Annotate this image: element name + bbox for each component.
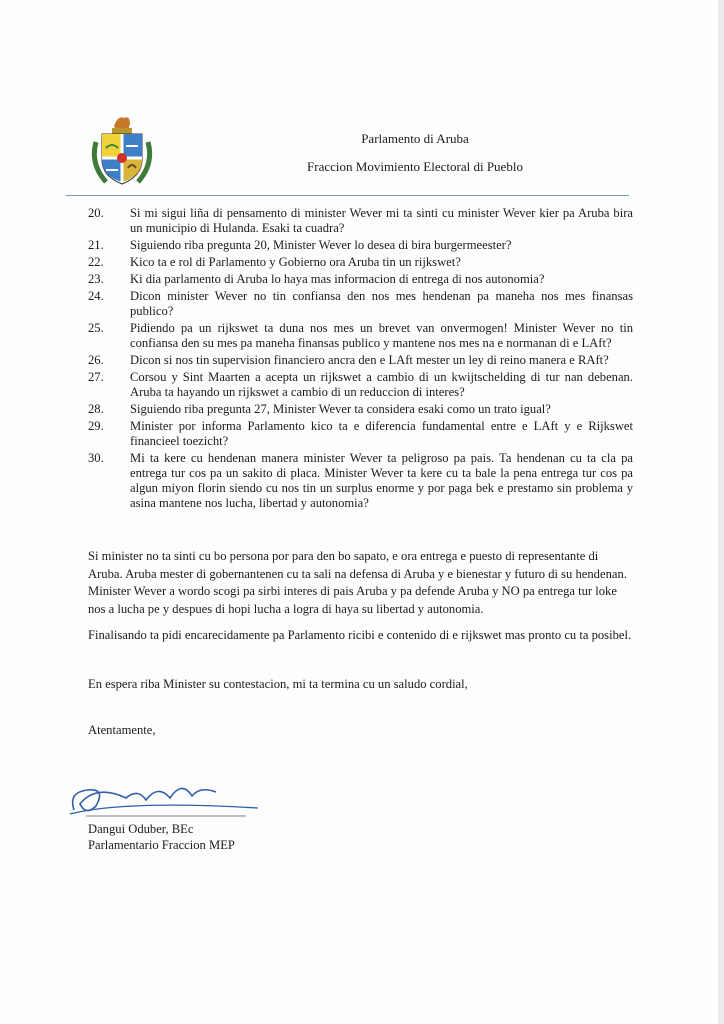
question-number: 26. — [88, 353, 104, 367]
body-paragraph-2: Finalisando ta pidi encarecidamente pa Parlamento ricibi e contenido di e rijkswet mas pronto cu ta posibel. — [88, 628, 632, 642]
question-text: Corsou y Sint Maarten a acepta un rijkswet a cambio di un kwijtschelding di tur nan debenan. Aruba ta hayando un rijkswet a cambio di un reduccion di interes? — [130, 370, 633, 399]
question-item — [88, 402, 633, 417]
question-text: Mi ta kere cu hendenan manera minister Wever ta peligroso pa pais. Ta hendenan cu ta cla pa entrega tur cos pa un sakito di placa. Minister Wever ta kere cu ta bale la pena entrega tur cos pa algun miyon florin siendo cu nos tin un surplus enorme y por paga bek e prestamo sin problema y asina mantene nos lucha, libertad y autonomia? — [130, 451, 633, 510]
body-paragraph-1: Si minister no ta sinti cu bo persona por para den bo sapato, e ora entrega e puesto di representante di Aruba. Aruba mester di gobernantenen cu ta sali na defensa di Aruba y e bienestar y futuro di su hendenan. Minister Wever a wordo scogi pa sirbi interes di pais Aruba y pa defende Aruba y NO pa entrega tur loke nos a lucha pe y despues di hopi lucha a logra di haya su libertad y autonomia. — [88, 549, 627, 616]
question-item — [88, 353, 633, 368]
question-text: Minister por informa Parlamento kico ta e diferencia fundamental entre e LAft y e Rijkswet financieel toezicht? — [130, 419, 633, 448]
page-edge-shadow — [718, 0, 724, 1024]
header-fraction: Fraccion Movimiento Electoral di Pueblo — [307, 159, 523, 174]
question-number: 20. — [88, 206, 104, 220]
aruba-coat-of-arms-logo — [88, 112, 156, 190]
signatory-title: Parlamentario Fraccion MEP — [88, 838, 235, 852]
question-number: 24. — [88, 289, 104, 303]
question-text: Pidiendo pa un rijkswet ta duna nos mes un brevet van onvermogen! Minister Wever no tin confiansa den su mes pa maneha finansas publico y mantene nos mes na e normanan di e LAft? — [130, 321, 633, 350]
question-number: 25. — [88, 321, 104, 335]
handwritten-signature — [66, 770, 266, 820]
closing-salutation: Atentamente, — [88, 723, 156, 737]
question-text: Kico ta e rol di Parlamento y Gobierno ora Aruba tin un rijkswet? — [130, 255, 461, 269]
question-list — [88, 206, 633, 513]
question-item — [88, 238, 633, 253]
question-item — [88, 451, 633, 511]
question-text: Siguiendo riba pregunta 27, Minister Wever ta considera esaki como un trato igual? — [130, 402, 551, 416]
question-item — [88, 255, 633, 270]
question-number: 29. — [88, 419, 104, 433]
question-number: 30. — [88, 451, 104, 465]
body-paragraph-3: En espera riba Minister su contestacion, mi ta termina cu un saludo cordial, — [88, 677, 468, 691]
question-text: Dicon si nos tin supervision financiero ancra den e LAft mester un ley di reino manera e RAft? — [130, 353, 609, 367]
question-number: 21. — [88, 238, 104, 252]
signatory-name: Dangui Oduber, BEc — [88, 822, 194, 836]
header-parliament: Parlamento di Aruba — [361, 131, 469, 146]
question-item — [88, 289, 633, 319]
question-number: 23. — [88, 272, 104, 286]
question-item — [88, 419, 633, 449]
question-text: Ki dia parlamento di Aruba lo haya mas informacion di entrega di nos autonomia? — [130, 272, 545, 286]
question-item — [88, 370, 633, 400]
question-item — [88, 321, 633, 351]
question-item — [88, 206, 633, 236]
header-divider — [66, 195, 629, 196]
question-text: Siguiendo riba pregunta 20, Minister Wever lo desea di bira burgermeester? — [130, 238, 512, 252]
question-number: 28. — [88, 402, 104, 416]
question-text: Dicon minister Wever no tin confiansa den nos mes hendenan pa maneha nos mes finansas publico? — [130, 289, 633, 318]
question-text: Si mi sigui liña di pensamento di minister Wever mi ta sinti cu minister Wever kier pa Aruba bira un municipio di Hulanda. Esaki ta cuadra? — [130, 206, 633, 235]
question-number: 27. — [88, 370, 104, 384]
question-number: 22. — [88, 255, 104, 269]
question-item — [88, 272, 633, 287]
